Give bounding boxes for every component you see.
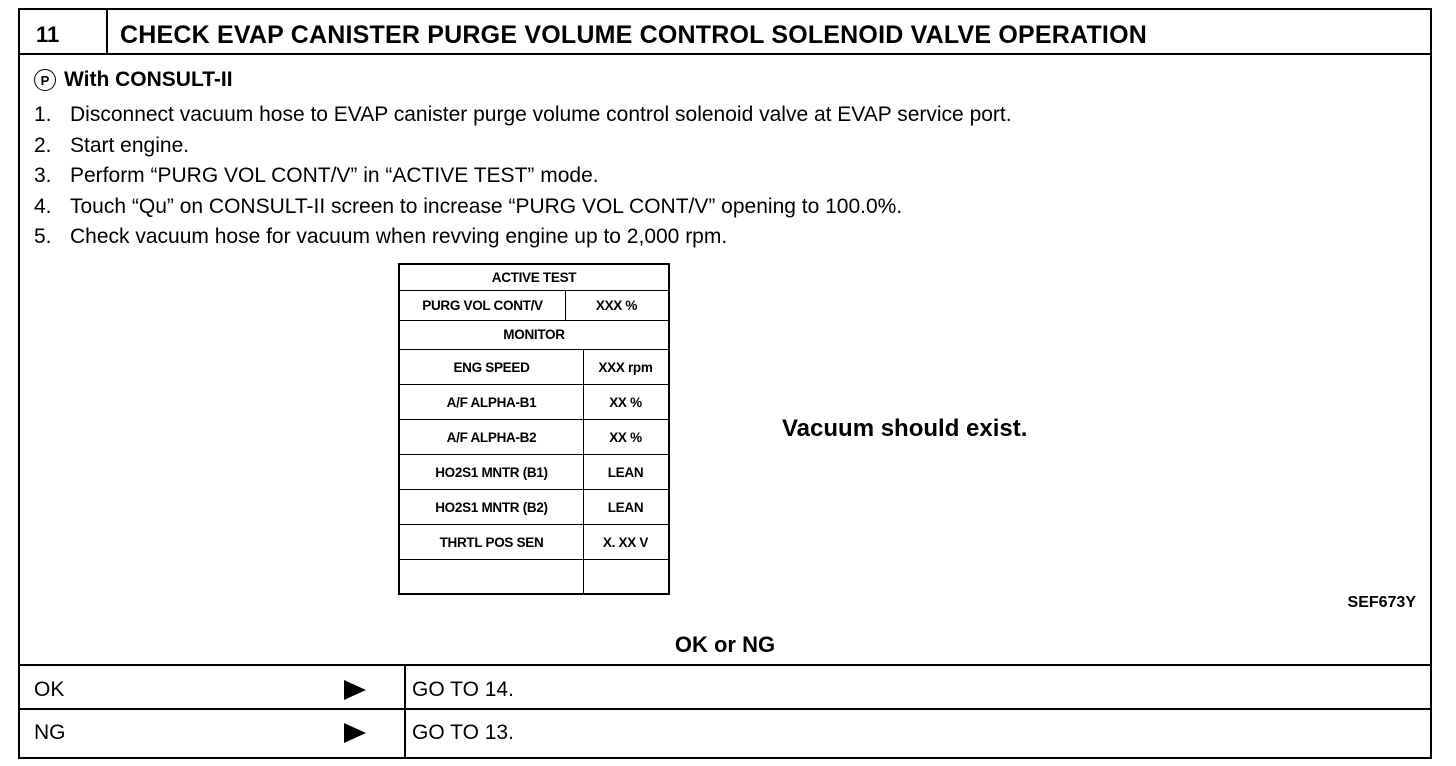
screen-monitor-row	[400, 525, 668, 559]
result-ok-action: GO TO 14.	[412, 678, 514, 701]
screen-test-item-row	[400, 291, 668, 320]
result-ok-label: OK	[34, 678, 65, 701]
monitor-value: XXX rpm	[598, 359, 653, 375]
screen-monitor-title: MONITOR	[503, 327, 565, 342]
monitor-label: ENG SPEED	[453, 359, 530, 375]
screen-monitor-row	[400, 455, 668, 489]
screen-title-row	[400, 265, 668, 290]
monitor-label	[400, 560, 583, 593]
consult-mode-label	[34, 68, 233, 92]
step-number: 11	[36, 22, 60, 47]
result-ng-label: NG	[34, 721, 66, 744]
result-note: Vacuum should exist.	[782, 415, 1028, 442]
result-ng-action: GO TO 13.	[412, 721, 514, 744]
step-item-text: Check vacuum hose for vacuum when revving engine up to 2,000 rpm.	[70, 225, 728, 248]
screen-rule	[583, 350, 584, 593]
header-divider	[106, 10, 108, 53]
monitor-label: HO2S1 MNTR (B1)	[435, 464, 548, 480]
step-item-number: 3.	[34, 164, 52, 187]
screen-monitor-row	[400, 420, 668, 454]
consult-screen-illustration	[398, 263, 670, 595]
results-top-rule	[20, 664, 1430, 666]
screen-title: ACTIVE TEST	[491, 270, 577, 285]
step-title: CHECK EVAP CANISTER PURGE VOLUME CONTROL SOLENOID VALVE OPERATION	[120, 21, 1147, 49]
step-item-number: 1.	[34, 103, 52, 126]
monitor-value: XX %	[609, 429, 642, 445]
header-bottom-rule	[20, 53, 1430, 55]
consult-label: With CONSULT-II	[64, 68, 233, 91]
step-item	[34, 161, 1012, 192]
step-item	[34, 131, 1012, 162]
screen-monitor-row	[400, 560, 668, 593]
results-mid-rule	[20, 708, 1430, 710]
monitor-label: HO2S1 MNTR (B2)	[435, 499, 548, 515]
arrow-right-icon	[344, 723, 366, 743]
monitor-value: LEAN	[607, 464, 644, 480]
step-item-number: 5.	[34, 225, 52, 248]
step-item-number: 4.	[34, 194, 52, 218]
procedure-table	[18, 8, 1432, 759]
step-item	[34, 192, 1012, 223]
procedure-steps	[34, 100, 1012, 253]
monitor-value	[583, 560, 668, 593]
screen-test-item-label: PURG VOL CONT/V	[422, 298, 543, 313]
monitor-value: XX %	[609, 394, 642, 410]
step-item	[34, 222, 1012, 253]
monitor-label: A/F ALPHA-B2	[446, 429, 537, 445]
monitor-value: X. XX V	[602, 534, 649, 550]
step-item-text: Disconnect vacuum hose to EVAP canister purge volume control solenoid valve at EVAP service port.	[70, 103, 1012, 126]
step-item-text: Perform “PURG VOL CONT/V” in “ACTIVE TEST” mode.	[70, 164, 599, 187]
step-item-text: Touch “Qu” on CONSULT-II screen to increase “PURG VOL CONT/V” opening to 100.0%.	[70, 194, 903, 218]
screen-test-item-value: XXX %	[595, 298, 638, 313]
screen-monitor-row	[400, 350, 668, 384]
monitor-label: THRTL POS SEN	[439, 534, 544, 550]
decision-label: OK or NG	[674, 632, 776, 657]
step-item	[34, 100, 1012, 131]
screen-monitor-row	[400, 490, 668, 524]
figure-code: SEF673Y	[1347, 594, 1416, 611]
screen-monitor-row	[400, 385, 668, 419]
monitor-label: A/F ALPHA-B1	[446, 394, 537, 410]
monitor-value: LEAN	[607, 499, 644, 515]
arrow-right-icon	[344, 680, 366, 700]
screen-monitor-title-row	[400, 321, 668, 348]
consult-p-icon: P	[34, 69, 56, 91]
screen-rule	[565, 291, 566, 320]
results-divider	[404, 664, 406, 759]
step-item-text: Start engine.	[70, 133, 190, 157]
step-item-number: 2.	[34, 133, 52, 157]
